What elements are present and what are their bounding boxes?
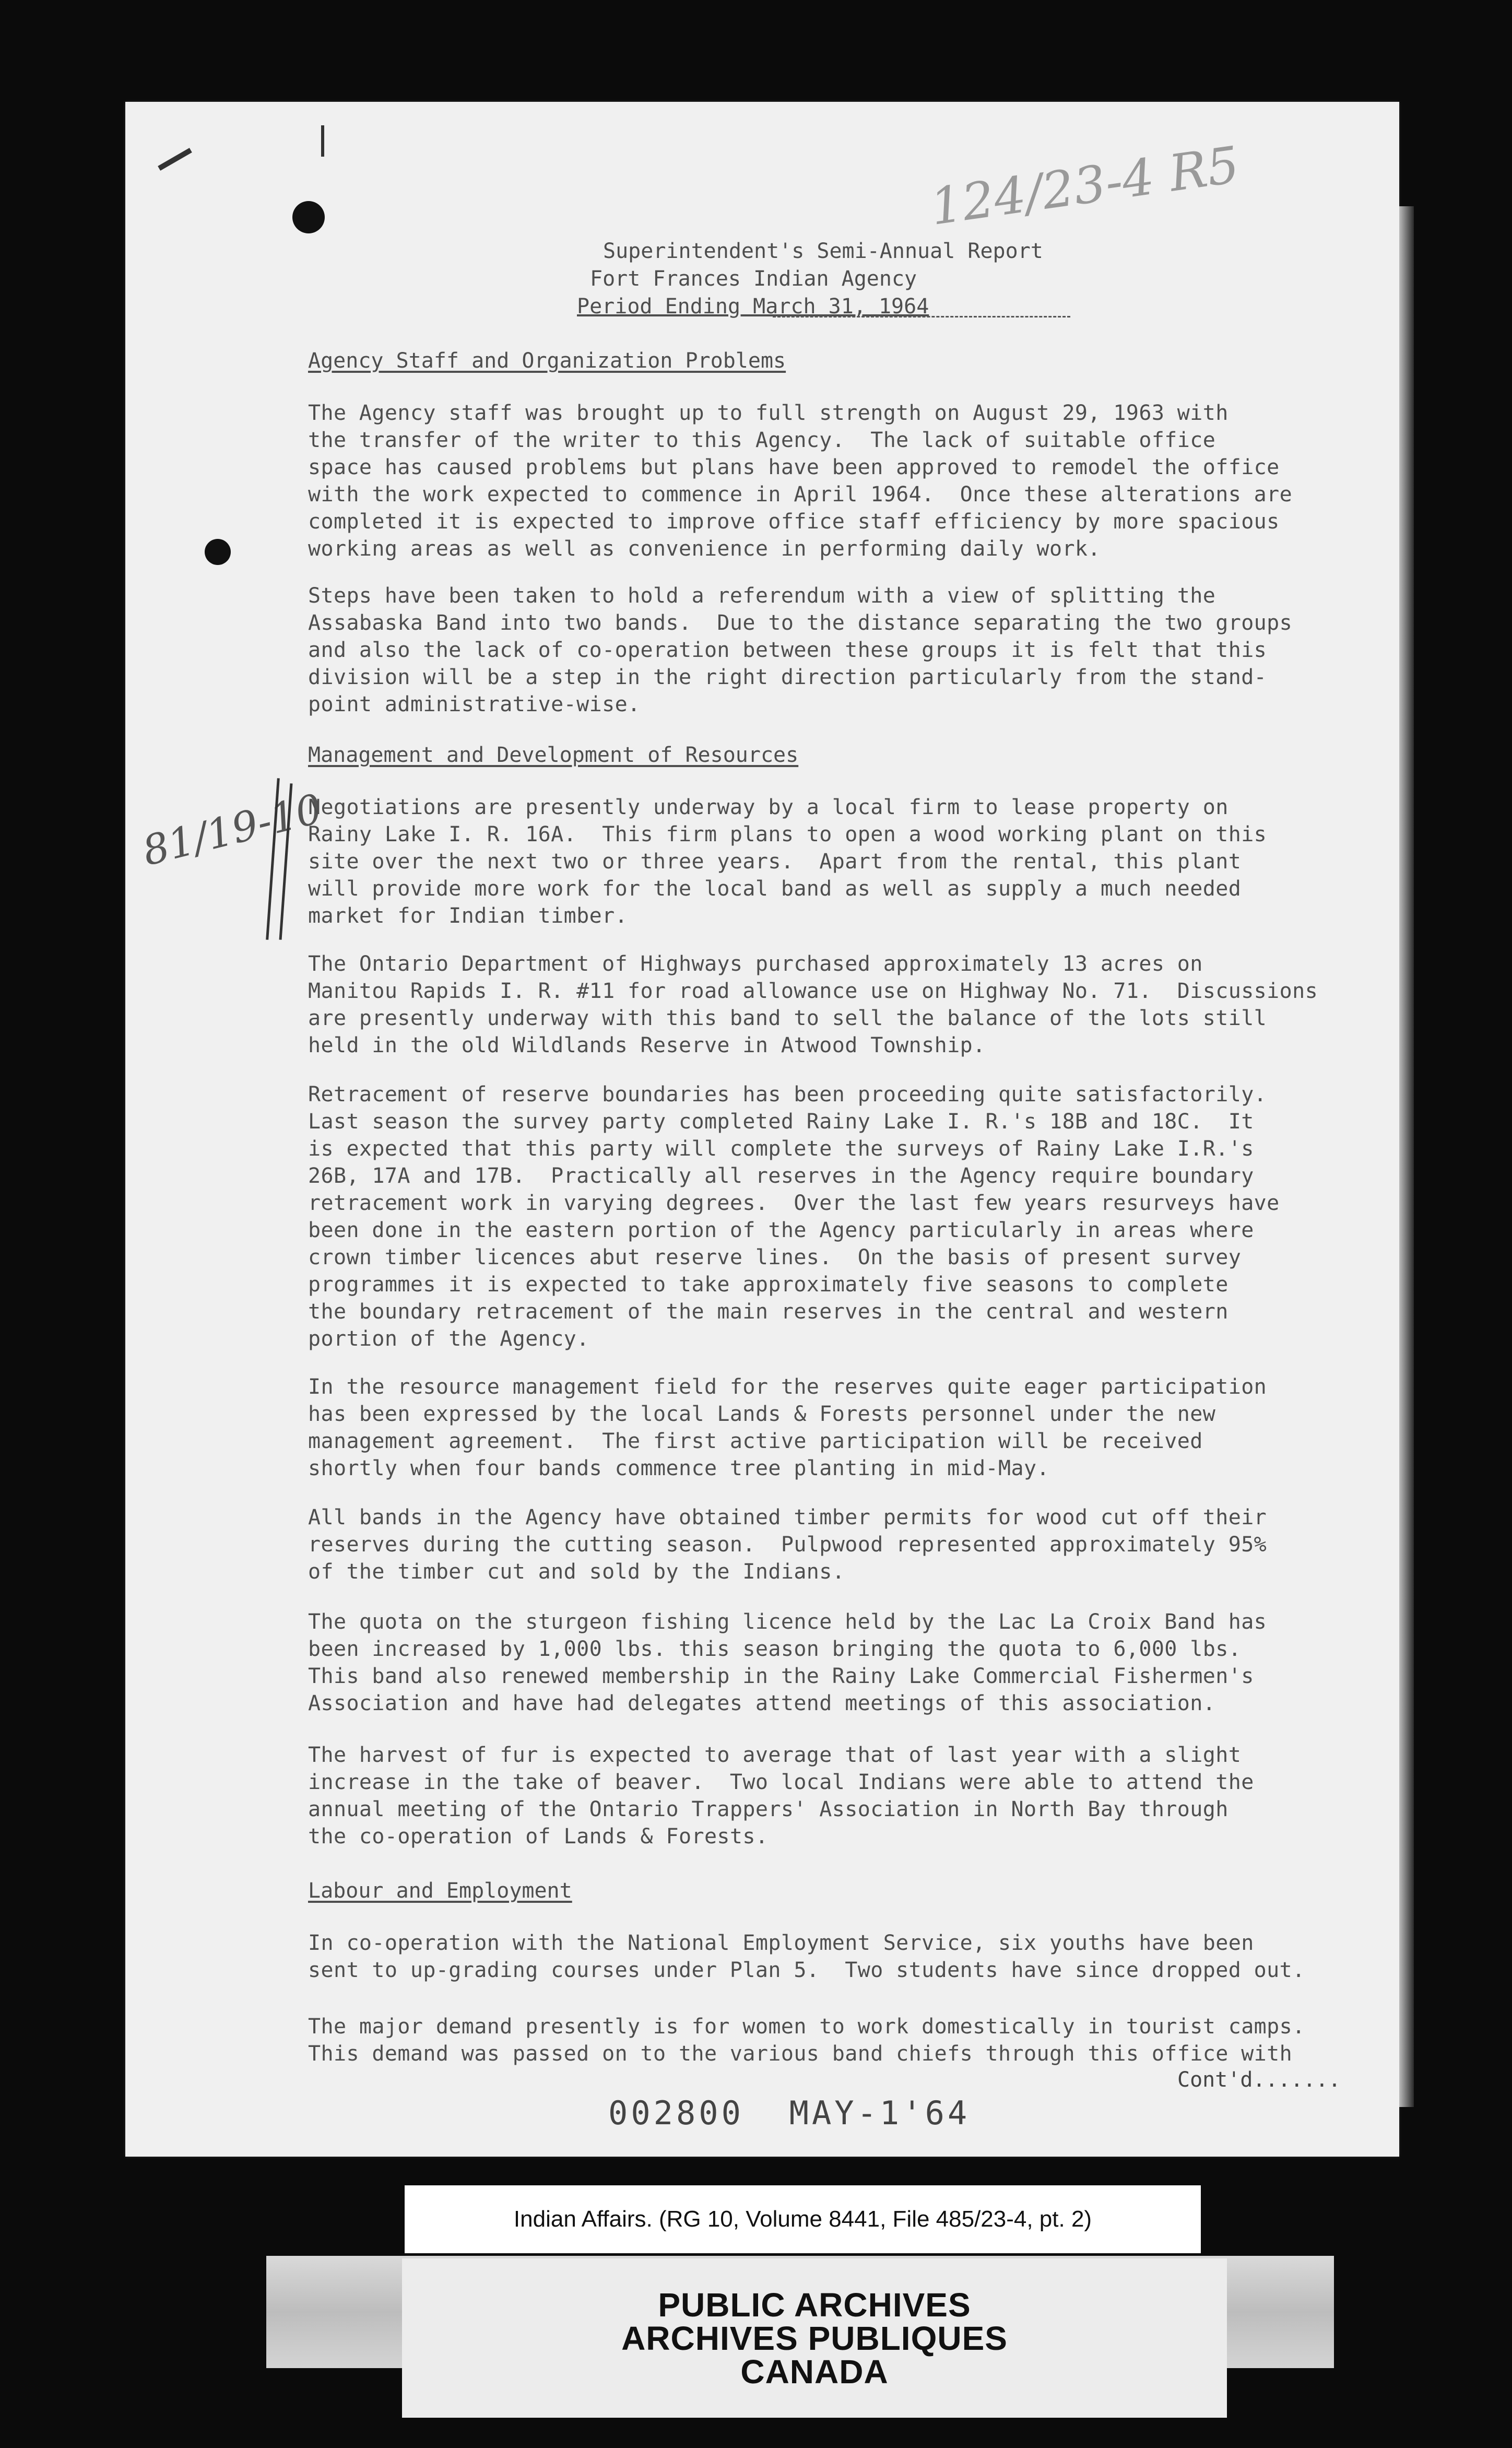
period-ending: Period Ending March 31, 1964 (577, 295, 929, 319)
continued-marker: Cont'd....... (1177, 2068, 1341, 2092)
section-heading-resources: Management and Development of Resources (308, 743, 799, 767)
paragraph: Negotiations are presently underway by a local firm to lease property on Rainy Lake I. R. 16A. This firm plans to open a wood working plant on this site over the next two or three years. Apart from the rental, this plant will provide more work for the local band as well as supply a much needed market for Indian timber. (308, 795, 1267, 928)
page-edge-shadow (1399, 206, 1414, 2107)
ink-blot (292, 201, 325, 233)
archive-name-fr: ARCHIVES PUBLIQUES (621, 2319, 1008, 2357)
paragraph: The harvest of fur is expected to average that of last year with a slight increase in the take of beaver. Two local Indians were able to attend the annual meeting of the Ontario Trappers' Association in North Bay through the co-operation of Lands & Forests. (308, 1743, 1254, 1849)
agency-name: Fort Frances Indian Agency (590, 267, 917, 291)
archive-citation-label (405, 2185, 1201, 2253)
date-received-stamp: 002800 MAY-1'64 (608, 2094, 971, 2132)
archive-name-en: PUBLIC ARCHIVES (658, 2286, 971, 2324)
report-title: Superintendent's Semi-Annual Report (603, 239, 1043, 263)
pencil-mark (321, 125, 324, 157)
archive-stamp (402, 2258, 1227, 2418)
handwritten-margin-note: 81/19-10 (138, 785, 327, 876)
archive-citation: Indian Affairs. (RG 10, Volume 8441, File 485/23-4, pt. 2) (513, 2206, 1092, 2232)
paragraph: In co-operation with the National Employment Service, six youths have been sent to up-grading courses under Plan 5. Two students have since dropped out. (308, 1931, 1305, 1982)
paragraph: The quota on the sturgeon fishing licence held by the Lac La Croix Band has been increased by 1,000 lbs. this season bringing the quota to 6,000 lbs. This band also renewed membership in the Rainy Lake Commercial Fishermen's Association and have had delegates attend meetings of this association. (308, 1610, 1267, 1715)
paragraph: The major demand presently is for women to work domestically in tourist camps. This demand was passed on to the various band chiefs through this office with (308, 2015, 1305, 2066)
archive-country: CANADA (740, 2352, 889, 2391)
paragraph: The Agency staff was brought up to full strength on August 29, 1963 with the transfer of the writer to this Agency. The lack of suitable office space has caused problems but plans have been approved to remodel the office with the work expected to commence in April 1964. Once these alterations are completed it is expected to improve office staff efficiency by more spacious working areas as well as convenience in performing daily work. (308, 401, 1293, 561)
handwritten-file-reference: 124/23-4 R5 (927, 135, 1243, 237)
punch-hole (205, 539, 231, 565)
paragraph: The Ontario Department of Highways purchased approximately 13 acres on Manitou Rapids I. R. #11 for road allowance use on Highway No. 71. Discussions are presently underway with this band to sell the balance of the lots still held in the old Wildlands Reserve in Atwood Township. (308, 952, 1318, 1057)
paragraph: In the resource management field for the reserves quite eager participation has been expressed by the local Lands & Forests personnel under the new management agreement. The first active participation will be received shortly when four bands commence tree planting in mid-May. (308, 1375, 1267, 1480)
section-heading-staff: Agency Staff and Organization Problems (308, 349, 786, 373)
paragraph: Steps have been taken to hold a referendum with a view of splitting the Assabaska Band into two bands. Due to the distance separating the two groups and also the lack of co-operation between these groups it is felt that this division will be a step in the right direction particularly from the stand- point administrative-wise. (308, 584, 1293, 716)
paragraph: All bands in the Agency have obtained timber permits for wood cut off their reserves during the cutting season. Pulpwood represented approximately 95% of the timber cut and sold by the Indians. (308, 1505, 1267, 1584)
header-dashed-rule (773, 316, 1070, 317)
paragraph: Retracement of reserve boundaries has been proceeding quite satisfactorily. Last season the survey party completed Rainy Lake I. R.'s 18B and 18C. It is expected that this party will complete the surveys of Rainy Lake I.R.'s 26B, 17A and 17B. Practically all reserves in the Agency require boundary retracement work in varying degrees. Over the last few years resurveys have been done in the eastern portion of the Agency particularly in areas where crown timber licences abut reserve lines. On the basis of present survey programmes it is expected to take approximately five seasons to complete the boundary retracement of the main reserves in the central and western portion of the Agency. (308, 1082, 1280, 1351)
section-heading-labour: Labour and Employment (308, 1879, 572, 1903)
